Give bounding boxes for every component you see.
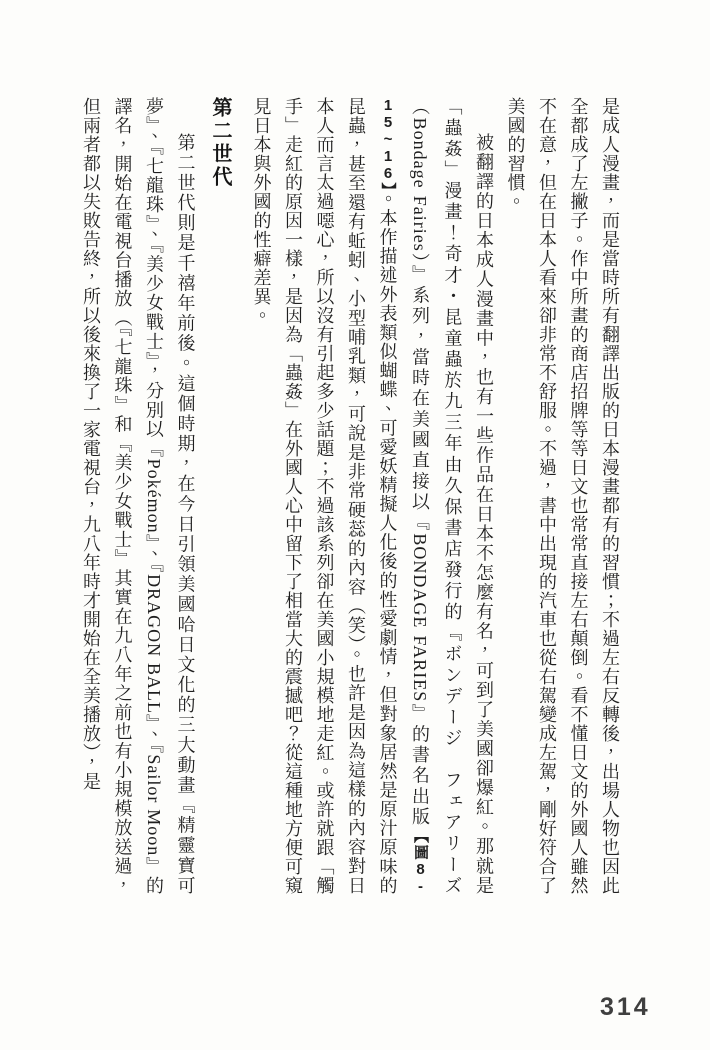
page-number: 314	[600, 993, 651, 1021]
paragraph-continuation: 是成人漫畫，而是當時所有翻譯出版的日本漫畫都有的習慣；不過左右反轉後，出場人物也因此全都成了左撇子。作中所畫的商店招牌等等日文也常常直接左右顛倒。看不懂日文的外國人雖然不在意，但在日本人看來卻非常不舒服。不過，書中出現的汽車也從右駕變成左駕，剛好符合了美國的習慣。	[505, 97, 620, 895]
vertical-text-block	[75, 97, 626, 895]
paragraph-second-generation: 第二世代則是千禧年前後。這個時期，在今日引領美國哈日文化的三大動畫『精靈寶可夢』、『七龍珠』、『美少女戰士』，分別以『Pokémon』、『DRAGON BALL』、『Sailor Moon』的譯名，開始在電視台播放（『七龍珠』和『美少女戰士』其實在九八年之前也有小規模放送過，但兩者都以失敗告終，所以後來換了一家電視台，九八年時才開始在全美播放），是	[81, 97, 196, 895]
figure-reference: 【圖8-15~16】	[379, 97, 429, 896]
paragraph-bondage-fairies	[245, 97, 499, 895]
paragraph-text: 。本作描述外表類似蝴蝶、可愛妖精擬人化後的性愛劇情，但對象居然是原汁原味的昆蟲，甚至還有蚯蚓、小型哺乳類，可說是非常硬蕊的內容（笑）。也許是因為這樣的內容對日本人而言太過噁心，所以沒有引起多少話題；不過該系列卻在美國小規模地走紅。或許就跟「觸手」走紅的原因一樣，是因為「蟲姦」在外國人心中留下了相當大的震撼吧？從這種地方便可窺見日本與外國的性癖差異。	[251, 97, 398, 896]
section-heading: 第二世代	[209, 97, 231, 189]
paragraph-text: 被翻譯的日本成人漫畫中，也有一些作品在日本不怎麼有名，可到了美國卻爆紅。那就是「蟲姦」漫畫！奇才・昆童蟲於九三年由久保書店發行的『ボンデージ フェアリーズ（Bondage Fairies）』系列，當時在美國直接以『BONDAGE FARIES』的書名出版	[410, 97, 494, 895]
